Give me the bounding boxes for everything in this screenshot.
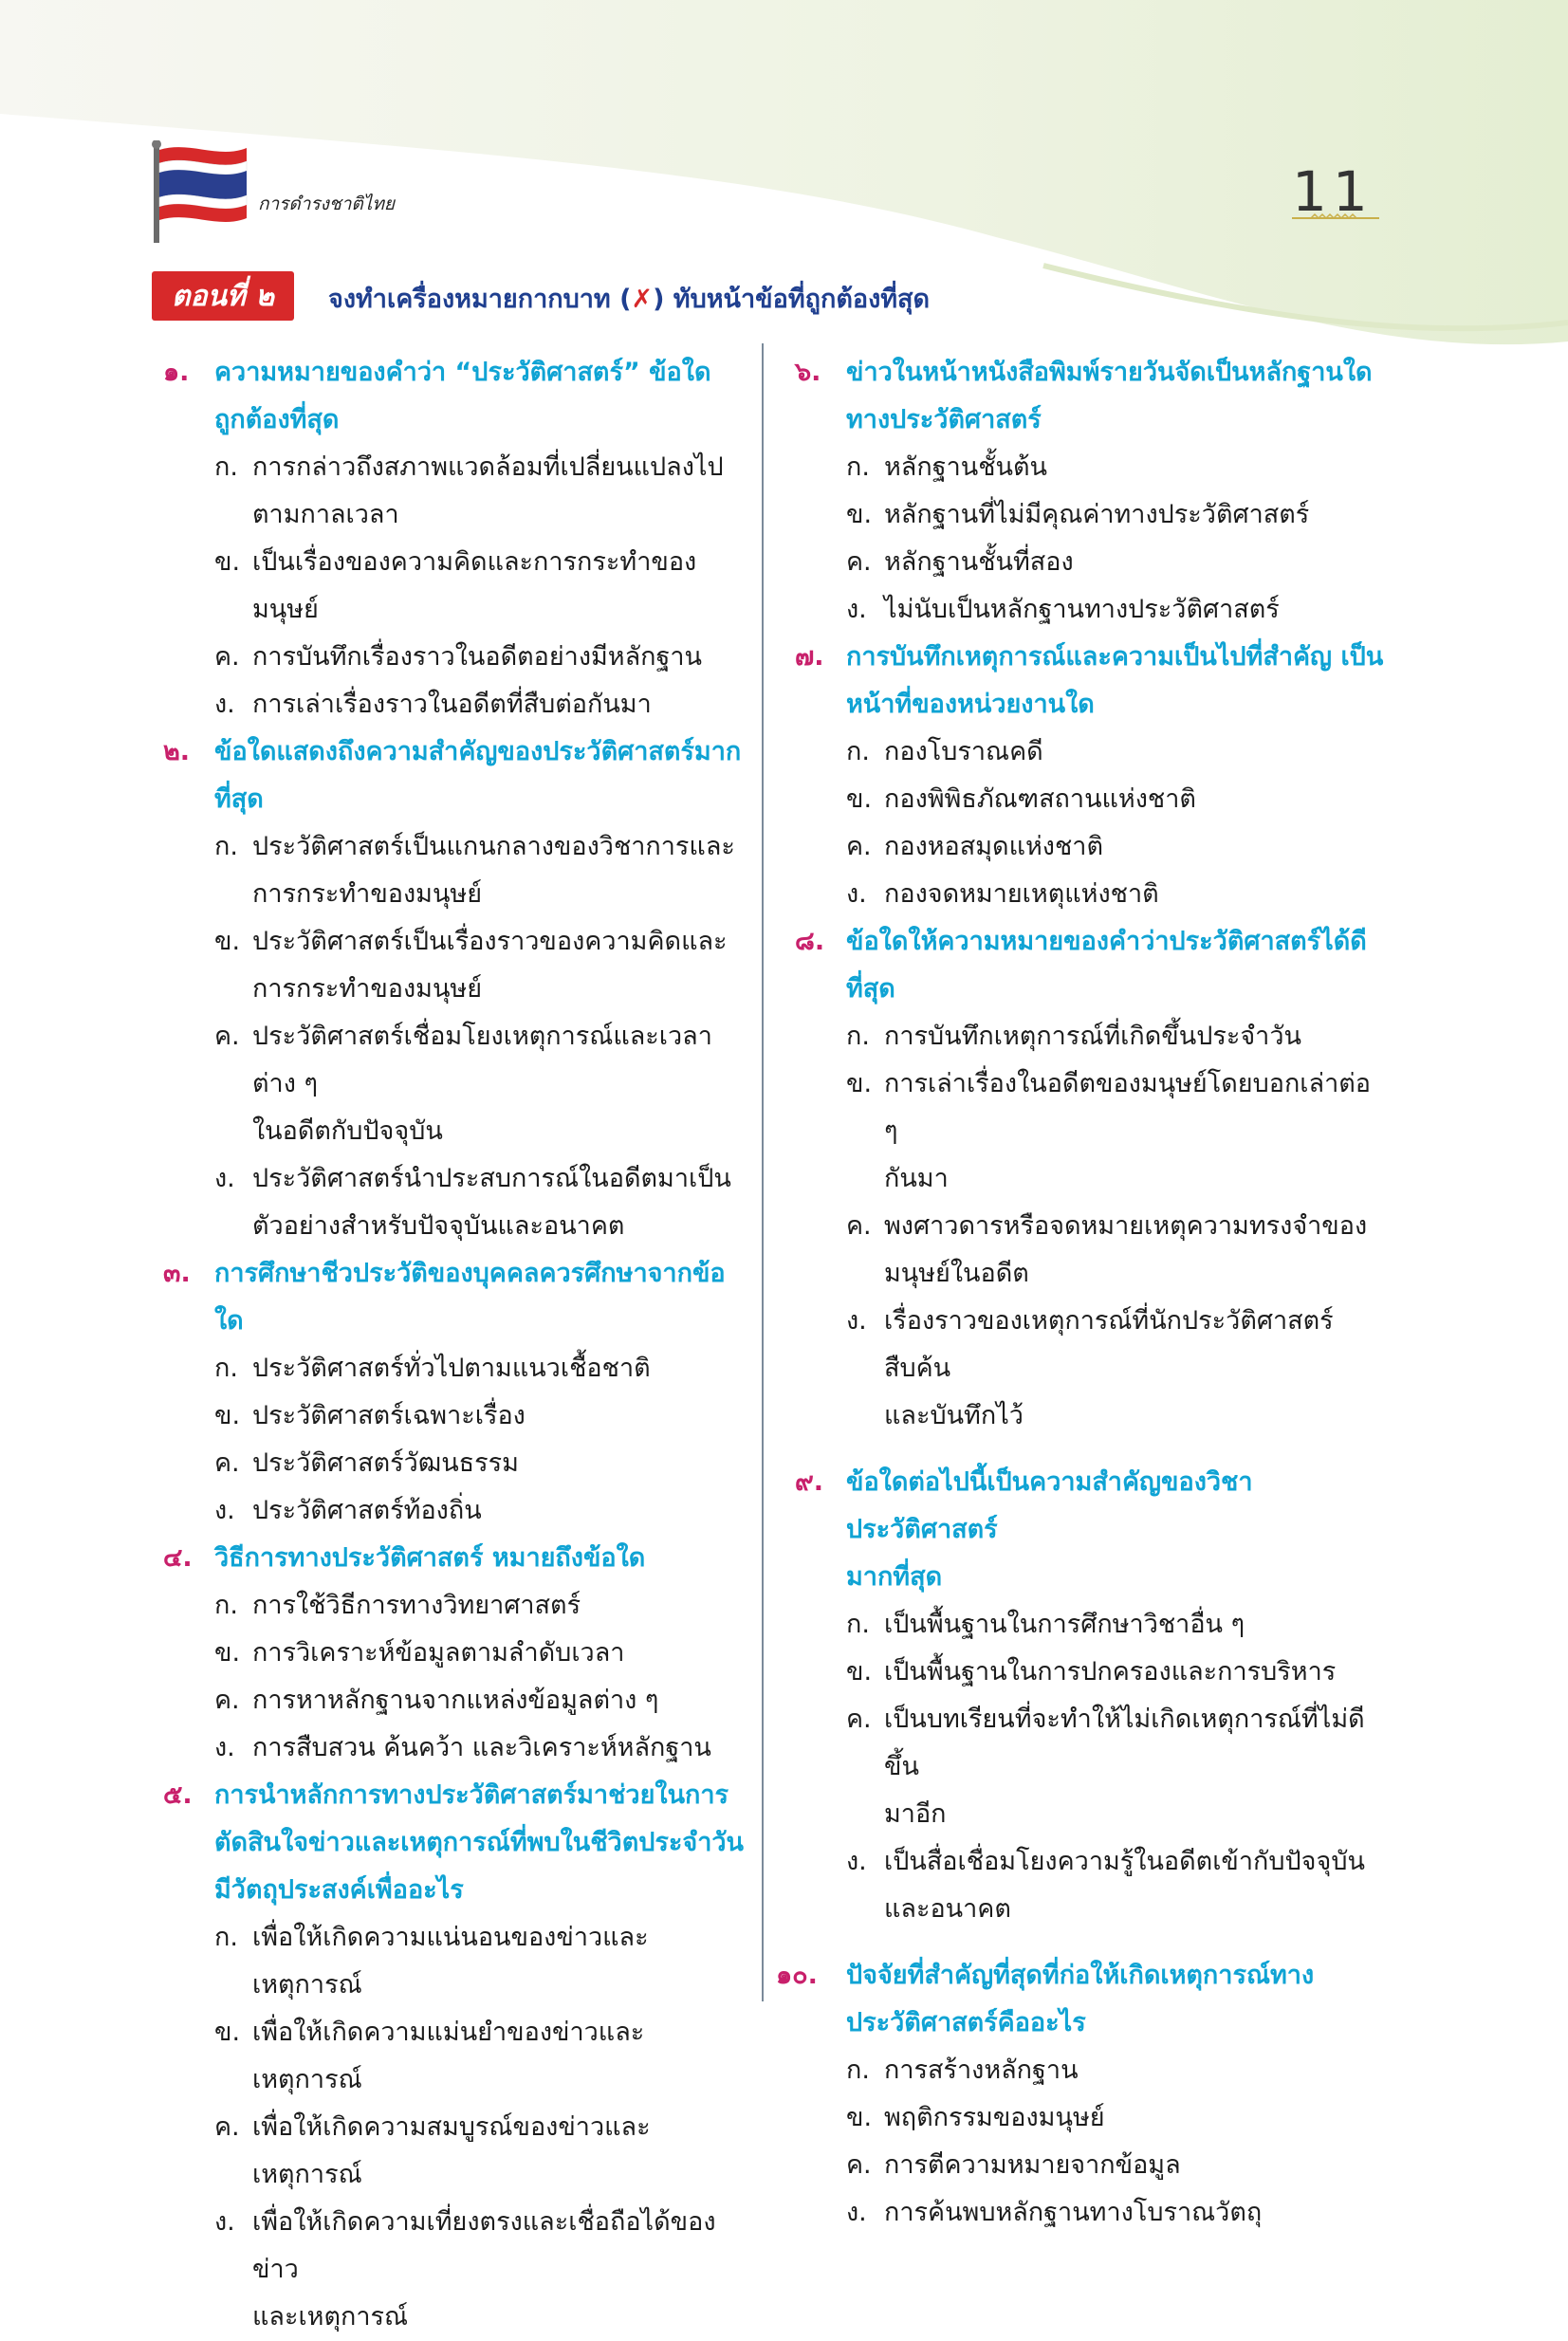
question-line: หน้าที่ของหน่วยงานใด bbox=[846, 690, 1095, 719]
option-letter: ค. bbox=[214, 1022, 240, 1051]
option-letter: ก. bbox=[846, 1610, 870, 1639]
question-line: ประวัติศาสตร์คืออะไร bbox=[846, 2008, 1086, 2037]
answer-option[interactable] bbox=[152, 1914, 749, 2009]
option-letter: ก. bbox=[214, 1923, 238, 1952]
answer-option[interactable] bbox=[784, 2047, 1387, 2094]
answer-option[interactable] bbox=[784, 444, 1387, 491]
answer-option[interactable] bbox=[152, 1677, 749, 1724]
option-text: ประวัติศาสตร์เป็นเรื่องราวของความคิดและ bbox=[252, 927, 728, 956]
answer-option[interactable] bbox=[784, 2189, 1387, 2237]
question-text bbox=[152, 1250, 749, 1345]
option-letter: ง. bbox=[846, 879, 867, 909]
answer-option[interactable] bbox=[784, 823, 1387, 871]
option-text: มนุษย์ในอดีต bbox=[884, 1259, 1029, 1288]
option-letter: ข. bbox=[214, 2018, 241, 2047]
question-7 bbox=[784, 634, 1387, 918]
question-number: ๙. bbox=[795, 1467, 824, 1497]
question-number: ๓. bbox=[163, 1259, 191, 1288]
option-text: หลักฐานชั้นต้น bbox=[884, 452, 1047, 482]
option-text: กองจดหมายเหตุแห่งชาติ bbox=[884, 879, 1159, 909]
option-letter: ค. bbox=[214, 642, 240, 672]
answer-option[interactable] bbox=[784, 586, 1387, 634]
option-text: การตีความหมายจากข้อมูล bbox=[884, 2150, 1181, 2180]
thai-flag-icon bbox=[142, 140, 256, 243]
option-letter: ง. bbox=[214, 1164, 235, 1193]
book-title: การดำรงชาติไทย bbox=[258, 194, 395, 214]
option-text: การใช้วิธีการทางวิทยาศาสตร์ bbox=[252, 1591, 581, 1620]
option-text: กองพิพิธภัณฑสถานแห่งชาติ bbox=[884, 784, 1196, 814]
answer-option[interactable] bbox=[152, 1630, 749, 1677]
question-line: ถูกต้องที่สุด bbox=[214, 405, 340, 434]
option-letter: ก. bbox=[214, 1354, 238, 1383]
option-text: เพื่อให้เกิดความแน่นอนของข่าวและเหตุการณ์ bbox=[252, 1923, 649, 2000]
option-text: การค้นพบหลักฐานทางโบราณวัตถุ bbox=[884, 2198, 1263, 2227]
option-text: เป็นบทเรียนที่จะทำให้ไม่เกิดเหตุการณ์ที่ไม่ดีขึ้น bbox=[884, 1705, 1365, 1781]
answer-option[interactable] bbox=[152, 539, 749, 634]
option-letter: ก. bbox=[214, 452, 238, 482]
answer-option[interactable] bbox=[784, 871, 1387, 918]
question-text bbox=[784, 349, 1387, 444]
answer-option[interactable] bbox=[152, 1392, 749, 1440]
option-text: กองโบราณคดี bbox=[884, 737, 1043, 766]
question-number: ๔. bbox=[163, 1543, 193, 1573]
answer-option[interactable] bbox=[152, 1724, 749, 1772]
option-letter: ค. bbox=[846, 832, 872, 861]
option-text: และเหตุการณ์ bbox=[252, 2302, 409, 2332]
answer-option[interactable] bbox=[784, 2142, 1387, 2189]
option-text: เป็นสื่อเชื่อมโยงความรู้ในอดีตเข้ากับปัจจุบัน bbox=[884, 1847, 1365, 1876]
question-3 bbox=[152, 1250, 749, 1535]
option-text: การกระทำของมนุษย์ bbox=[252, 879, 483, 909]
question-number: ๕. bbox=[163, 1780, 193, 1810]
question-line: การนำหลักการทางประวัติศาสตร์มาช่วยในการ bbox=[214, 1780, 729, 1810]
option-text: เรื่องราวของเหตุการณ์ที่นักประวัติศาสตร์สืบค้น bbox=[884, 1306, 1334, 1383]
question-number: ๘. bbox=[795, 927, 825, 956]
question-line: ข่าวในหน้าหนังสือพิมพ์รายวันจัดเป็นหลักฐานใด bbox=[846, 358, 1373, 387]
option-letter: ค. bbox=[214, 1448, 240, 1478]
question-text bbox=[152, 728, 749, 823]
option-text: ประวัติศาสตร์ทั่วไปตามแนวเชื้อชาติ bbox=[252, 1354, 651, 1383]
question-1 bbox=[152, 349, 749, 728]
answer-option[interactable] bbox=[784, 1298, 1387, 1440]
left-column bbox=[152, 349, 749, 2341]
option-text: มาอีก bbox=[884, 1799, 947, 1829]
option-letter: ข. bbox=[846, 1657, 873, 1687]
option-text: เพื่อให้เกิดความเที่ยงตรงและเชื่อถือได้ของข่าว bbox=[252, 2207, 716, 2284]
answer-option[interactable] bbox=[784, 539, 1387, 586]
option-letter: ค. bbox=[214, 1686, 240, 1715]
option-text: เป็นพื้นฐานในการศึกษาวิชาอื่น ๆ bbox=[884, 1610, 1245, 1639]
question-line: การบันทึกเหตุการณ์และความเป็นไปที่สำคัญ เป็น bbox=[846, 642, 1384, 672]
question-number: ๗. bbox=[795, 642, 824, 672]
option-text: การกล่าวถึงสภาพแวดล้อมที่เปลี่ยนแปลงไป bbox=[252, 452, 724, 482]
option-text: เพื่อให้เกิดความสมบูรณ์ของข่าวและเหตุการณ์ bbox=[252, 2112, 651, 2189]
answer-option[interactable] bbox=[784, 1696, 1387, 1838]
option-text: หลักฐานชั้นที่สอง bbox=[884, 547, 1074, 577]
question-4 bbox=[152, 1535, 749, 1772]
answer-option[interactable] bbox=[784, 2094, 1387, 2142]
option-text: การเล่าเรื่องในอดีตของมนุษย์โดยบอกเล่าต่อ ๆ bbox=[884, 1069, 1371, 1146]
answer-option[interactable] bbox=[152, 1345, 749, 1392]
option-text: การบันทึกเหตุการณ์ที่เกิดขึ้นประจำวัน bbox=[884, 1022, 1301, 1051]
option-letter: ข. bbox=[214, 927, 241, 956]
question-9 bbox=[784, 1459, 1387, 1933]
option-text: ประวัติศาสตร์ท้องถิ่น bbox=[252, 1496, 482, 1525]
option-letter: ข. bbox=[846, 2103, 873, 2132]
option-text: และบันทึกไว้ bbox=[884, 1401, 1024, 1430]
option-text: การกระทำของมนุษย์ bbox=[252, 974, 483, 1004]
option-text: ประวัติศาสตร์นำประสบการณ์ในอดีตมาเป็น bbox=[252, 1164, 731, 1193]
question-text bbox=[784, 1459, 1387, 1601]
question-line: ปัจจัยที่สำคัญที่สุดที่ก่อให้เกิดเหตุการณ์ทาง bbox=[846, 1961, 1315, 1990]
question-number: ๑๐. bbox=[776, 1961, 818, 1990]
question-line: การศึกษาชีวประวัติของบุคคลควรศึกษาจากข้อใด bbox=[214, 1259, 726, 1336]
question-text bbox=[152, 1535, 749, 1582]
option-letter: ก. bbox=[214, 832, 238, 861]
option-text: การบันทึกเรื่องราวในอดีตอย่างมีหลักฐาน bbox=[252, 642, 703, 672]
option-letter: ข. bbox=[214, 1401, 241, 1430]
option-letter: ง. bbox=[846, 595, 867, 624]
question-line: ทางประวัติศาสตร์ bbox=[846, 405, 1042, 434]
option-text: กันมา bbox=[884, 1164, 949, 1193]
option-letter: ค. bbox=[214, 2112, 240, 2142]
question-line: ตัดสินใจข่าวและเหตุการณ์ที่พบในชีวิตประจำวัน bbox=[214, 1828, 744, 1857]
answer-option[interactable] bbox=[152, 1440, 749, 1487]
column-divider bbox=[762, 343, 764, 2001]
option-text: เป็นพื้นฐานในการปกครองและการบริหาร bbox=[884, 1657, 1337, 1687]
answer-option[interactable] bbox=[152, 1582, 749, 1630]
answer-option[interactable] bbox=[784, 728, 1387, 776]
option-letter: ค. bbox=[846, 547, 872, 577]
question-10 bbox=[776, 1952, 1387, 2237]
option-letter: ค. bbox=[846, 1211, 872, 1241]
option-letter: ง. bbox=[214, 690, 235, 719]
option-letter: ข. bbox=[214, 1638, 241, 1668]
option-letter: ง. bbox=[214, 2207, 235, 2237]
option-letter: ก. bbox=[846, 737, 870, 766]
section-label: ตอนที่ ๒ bbox=[152, 271, 294, 321]
answer-option[interactable] bbox=[784, 1601, 1387, 1649]
question-6 bbox=[784, 349, 1387, 634]
answer-option[interactable] bbox=[152, 2104, 749, 2199]
option-letter: ง. bbox=[846, 1847, 867, 1876]
page-number-ornament bbox=[1292, 212, 1379, 224]
answer-option[interactable] bbox=[784, 1838, 1387, 1933]
option-text: การสืบสวน ค้นคว้า และวิเคราะห์หลักฐาน bbox=[252, 1733, 711, 1762]
option-text: ประวัติศาสตร์วัฒนธรรม bbox=[252, 1448, 519, 1478]
option-text: การเล่าเรื่องราวในอดีตที่สืบต่อกันมา bbox=[252, 690, 652, 719]
question-text bbox=[776, 1952, 1387, 2047]
question-line: ข้อใดให้ความหมายของคำว่าประวัติศาสตร์ได้ดีที่สุด bbox=[846, 927, 1367, 1004]
question-spacer bbox=[784, 1933, 1387, 1952]
option-text: เพื่อให้เกิดความแม่นยำของข่าวและเหตุการณ์ bbox=[252, 2018, 645, 2094]
option-letter: ก. bbox=[846, 1022, 870, 1051]
question-line: วิธีการทางประวัติศาสตร์ หมายถึงข้อใด bbox=[214, 1543, 646, 1573]
question-text bbox=[152, 1772, 749, 1914]
option-letter: ก. bbox=[214, 1591, 238, 1620]
option-text: ประวัติศาสตร์เชื่อมโยงเหตุการณ์และเวลาต่าง ๆ bbox=[252, 1022, 712, 1098]
question-line: มีวัตถุประสงค์เพื่ออะไร bbox=[214, 1875, 464, 1905]
option-letter: ง. bbox=[214, 1496, 235, 1525]
option-text: ตัวอย่างสำหรับปัจจุบันและอนาคต bbox=[252, 1211, 625, 1241]
question-2 bbox=[152, 728, 749, 1250]
answer-option[interactable] bbox=[784, 1013, 1387, 1060]
answer-option[interactable] bbox=[152, 2199, 749, 2341]
option-text: พงศาวดารหรือจดหมายเหตุความทรงจำของ bbox=[884, 1211, 1368, 1241]
option-text: กองหอสมุดแห่งชาติ bbox=[884, 832, 1103, 861]
question-number: ๑. bbox=[163, 358, 190, 387]
answer-option[interactable] bbox=[152, 634, 749, 681]
answer-option[interactable] bbox=[784, 491, 1387, 539]
option-text: การสร้างหลักฐาน bbox=[884, 2055, 1079, 2085]
answer-option[interactable] bbox=[152, 2009, 749, 2104]
option-text: และอนาคต bbox=[884, 1894, 1011, 1924]
answer-option[interactable] bbox=[152, 1155, 749, 1250]
option-text: การวิเคราะห์ข้อมูลตามลำดับเวลา bbox=[252, 1638, 625, 1668]
option-text: ในอดีตกับปัจจุบัน bbox=[252, 1116, 443, 1146]
option-text: เป็นเรื่องของความคิดและการกระทำของมนุษย์ bbox=[252, 547, 697, 624]
question-spacer bbox=[784, 1440, 1387, 1459]
question-5 bbox=[152, 1772, 749, 2341]
option-letter: ข. bbox=[846, 500, 873, 529]
answer-option[interactable] bbox=[152, 918, 749, 1013]
question-line: ความหมายของคำว่า “ประวัติศาสตร์” ข้อใด bbox=[214, 358, 711, 387]
question-line: ข้อใดต่อไปนี้เป็นความสำคัญของวิชาประวัติศาสตร์ bbox=[846, 1467, 1253, 1544]
right-column bbox=[776, 349, 1387, 2237]
question-line: ข้อใดแสดงถึงความสำคัญของประวัติศาสตร์มากที่สุด bbox=[214, 737, 742, 814]
option-letter: ข. bbox=[214, 547, 241, 577]
option-text: ประวัติศาสตร์เฉพาะเรื่อง bbox=[252, 1401, 526, 1430]
cross-mark-icon: ✗ bbox=[631, 285, 654, 314]
question-text bbox=[784, 634, 1387, 728]
answer-option[interactable] bbox=[152, 1013, 749, 1155]
option-letter: ค. bbox=[846, 1705, 872, 1734]
option-text: พฤติกรรมของมนุษย์ bbox=[884, 2103, 1105, 2132]
option-letter: ง. bbox=[846, 2198, 867, 2227]
option-text: หลักฐานที่ไม่มีคุณค่าทางประวัติศาสตร์ bbox=[884, 500, 1310, 529]
question-8 bbox=[784, 918, 1387, 1440]
question-text bbox=[152, 349, 749, 444]
option-text: ไม่นับเป็นหลักฐานทางประวัติศาสตร์ bbox=[884, 595, 1280, 624]
option-letter: ข. bbox=[846, 1069, 873, 1098]
answer-option[interactable] bbox=[784, 776, 1387, 823]
question-number: ๖. bbox=[795, 358, 821, 387]
answer-option[interactable] bbox=[152, 444, 749, 539]
question-line: มากที่สุด bbox=[846, 1562, 943, 1592]
section-instruction: จงทำเครื่องหมายกากบาท (✗) ทับหน้าข้อที่ถูกต้องที่สุด bbox=[328, 285, 931, 314]
question-number: ๒. bbox=[163, 737, 191, 766]
page-number: 11 bbox=[1292, 159, 1374, 224]
option-letter: ค. bbox=[846, 2150, 872, 2180]
answer-option[interactable] bbox=[152, 823, 749, 918]
option-letter: ข. bbox=[846, 784, 873, 814]
option-letter: ง. bbox=[846, 1306, 867, 1336]
option-letter: ก. bbox=[846, 452, 870, 482]
answer-option[interactable] bbox=[152, 1487, 749, 1535]
answer-option[interactable] bbox=[784, 1203, 1387, 1298]
answer-option[interactable] bbox=[152, 681, 749, 728]
option-text: การหาหลักฐานจากแหล่งข้อมูลต่าง ๆ bbox=[252, 1686, 659, 1715]
option-text: ประวัติศาสตร์เป็นแกนกลางของวิชาการและ bbox=[252, 832, 735, 861]
option-letter: ก. bbox=[846, 2055, 870, 2085]
question-text bbox=[784, 918, 1387, 1013]
answer-option[interactable] bbox=[784, 1060, 1387, 1203]
answer-option[interactable] bbox=[784, 1649, 1387, 1696]
option-letter: ง. bbox=[214, 1733, 235, 1762]
option-text: ตามกาลเวลา bbox=[252, 500, 399, 529]
